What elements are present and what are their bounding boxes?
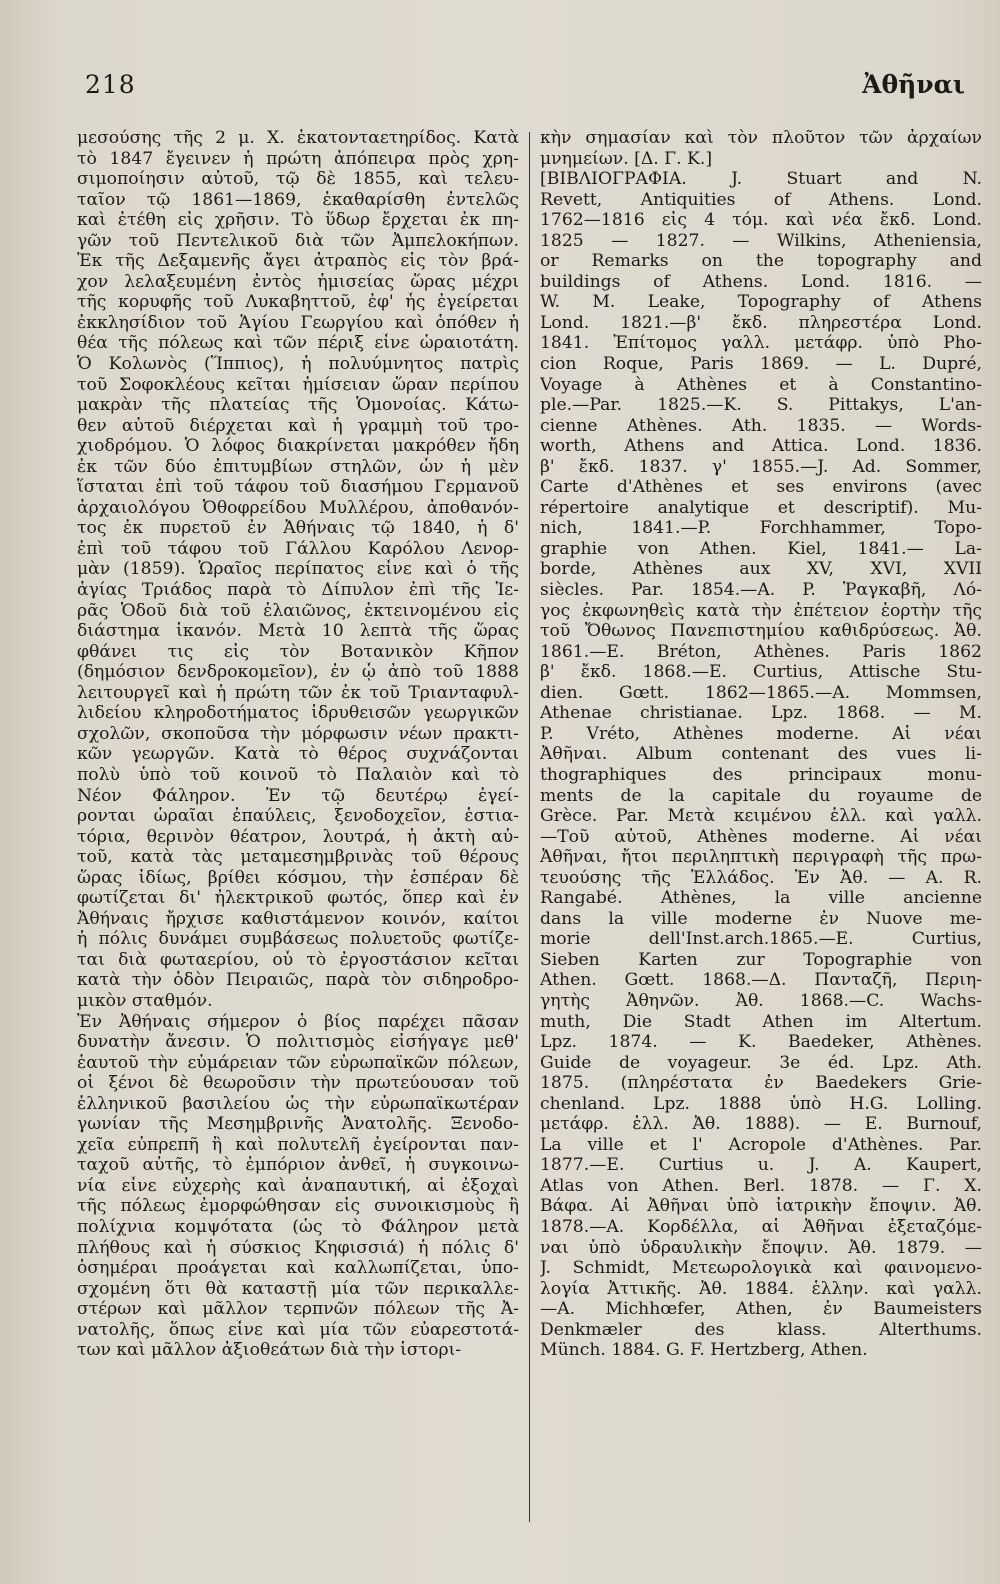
text-line: morie dell'Inst.arch.1865.—E. Curtius, xyxy=(540,929,982,950)
page-header xyxy=(85,70,965,110)
text-line: Carte d'Athènes et ses environs (avec xyxy=(540,477,982,498)
text-line: τόρια, θερινὸν θέατρον, λουτρά, ἡ ἀκτὴ αὐ- xyxy=(77,826,519,847)
text-line: ται διὰ φωταερίου, οὗ τὸ ἐργοστάσιον κεῖται xyxy=(77,949,519,970)
text-line: Athen. Gœtt. 1868.—Δ. Πανταζῆ, Περιη- xyxy=(540,970,982,991)
text-line: La ville et l' Acropole d'Athènes. Par. xyxy=(540,1134,982,1155)
text-line: κῶν γεωργῶν. Κατὰ τὸ θέρος συχνάζονται xyxy=(77,744,519,765)
text-line: λογία Ἀττικῆς. Ἀθ. 1884. ἑλλην. καὶ γαλλ. xyxy=(540,1278,982,1299)
text-line: μακρὰν τῆς πλατείας τῆς Ὁμονοίας. Κάτω- xyxy=(77,395,519,416)
text-line: 1875. (πληρέστατα ἐν Baedekers Grie- xyxy=(540,1073,982,1094)
text-line: μεσούσης τῆς 2 μ. Χ. ἑκατονταετηρίδος. Κατὰ xyxy=(77,128,519,148)
text-line: Revett, Antiquities of Athens. Lond. xyxy=(540,189,982,210)
text-line: β' ἔκδ. 1837. γ' 1855.—J. Ad. Sommer, xyxy=(540,456,982,477)
text-line: σιμοποίησιν αὐτοῦ, τῷ δὲ 1855, καὶ τελευ- xyxy=(77,169,519,190)
text-line: ὁσημέραι προάγεται καὶ καλλωπίζεται, ὑπο- xyxy=(77,1258,519,1279)
text-line: dans la ville moderne ἐν Nuove me- xyxy=(540,908,982,929)
page-number: 218 xyxy=(85,70,136,99)
text-line: ments de la capitale du royaume de xyxy=(540,785,982,806)
text-line: νατολῆς, ὅπως εἶνε καὶ μία τῶν εὐαρεστοτά- xyxy=(77,1319,519,1340)
text-line: W. M. Leake, Topography of Athens xyxy=(540,292,982,313)
text-line: 1841. Ἐπίτομος γαλλ. μετάφρ. ὑπὸ Pho- xyxy=(540,333,982,354)
text-line: τοῦ Ὄθωνος Πανεπιστημίου καθιδρύσεως. Ἀθ. xyxy=(540,621,982,642)
text-line: siècles. Par. 1854.—A. P. Ῥαγκαβῆ, Λό- xyxy=(540,580,982,601)
text-line: or Remarks on the topography and xyxy=(540,251,982,272)
text-line: borde, Athènes aux XV, XVI, XVII xyxy=(540,559,982,580)
text-line: β' ἔκδ. 1868.—E. Curtius, Attische Stu- xyxy=(540,662,982,683)
text-line: J. Schmidt, Μετεωρολογικὰ καὶ φαινομενο- xyxy=(540,1258,982,1279)
text-line: χον λελαξευμένη ἐντὸς ἡμισείας ὥρας μέχρι xyxy=(77,271,519,292)
text-line: ἵσταται ἐπὶ τοῦ τάφου τοῦ διασήμου Γερμανοῦ xyxy=(77,477,519,498)
text-line: worth, Athens and Attica. Lond. 1836. xyxy=(540,436,982,457)
text-line: buildings of Athens. Lond. 1816. — xyxy=(540,271,982,292)
text-line: οἱ ξένοι δὲ θεωροῦσιν τὴν πρωτεύουσαν τοῦ xyxy=(77,1073,519,1094)
text-line: μετάφρ. ἑλλ. Ἀθ. 1888). — E. Burnouf, xyxy=(540,1114,982,1135)
text-line: ἐκ τῶν δύο ἐπιτυμβίων στηλῶν, ὧν ἡ μὲν xyxy=(77,456,519,477)
text-line: Grèce. Par. Μετὰ κειμένου ἑλλ. καὶ γαλλ. xyxy=(540,806,982,827)
text-line: 1878.—Α. Κορδέλλα, αἱ Ἀθῆναι ἐξεταζόμε- xyxy=(540,1216,982,1237)
text-line: καὶ ἐτέθη εἰς χρῆσιν. Τὸ ὕδωρ ἔρχεται ἐκ πη- xyxy=(77,210,519,231)
text-line: 1877.—E. Curtius u. J. A. Kaupert, xyxy=(540,1155,982,1176)
text-line: σχολῶν, σκοποῦσα τὴν μόρφωσιν νέων πρακτι- xyxy=(77,723,519,744)
text-line: ἁγίας Τριάδος παρὰ τὸ Δίπυλον ἐπὶ τῆς Ἱε- xyxy=(77,580,519,601)
text-line: Lpz. 1874. — K. Baedeker, Athènes. xyxy=(540,1032,982,1053)
text-line: γῶν τοῦ Πεντελικοῦ διὰ τῶν Ἀμπελοκήπων. xyxy=(77,230,519,251)
text-line: Münch. 1884. G. F. Hertzberg, Athen. xyxy=(540,1340,868,1361)
text-line: τος ἐκ πυρετοῦ ἐν Ἀθήναις τῷ 1840, ἡ δ' xyxy=(77,518,519,539)
text-line: ἡ πόλις δυνάμει συμβάσεως πολυετοῦς φωτίζε- xyxy=(77,929,519,950)
text-line: πλήθους καὶ ἡ σύσκιος Κηφισσιά) ἡ πόλις δ' xyxy=(77,1237,519,1258)
text-line: ἐκκλησίδιον τοῦ Ἁγίου Γεωργίου καὶ ὁπόθεν ἡ xyxy=(77,312,519,333)
text-line: graphie von Athen. Kiel, 1841.— La- xyxy=(540,538,982,559)
text-line: dien. Gœtt. 1862—1865.—A. Mommsen, xyxy=(540,682,982,703)
text-line: φωτίζεται δι' ἠλεκτρικοῦ φωτός, ὅπερ καὶ ἐν xyxy=(77,888,519,909)
text-line: σχομένη ὅτι θὰ καταστῇ μία τῶν περικαλλε- xyxy=(77,1278,519,1299)
text-line: ἐπὶ τοῦ τάφου τοῦ Γάλλου Καρόλου Λενορ- xyxy=(77,538,519,559)
text-line: Ἐν Ἀθήναις σήμερον ὁ βίος παρέχει πᾶσαν xyxy=(77,1011,519,1032)
text-line: Ἀθήναις ἤρχισε καθιστάμενον κοινόν, καίτοι xyxy=(77,908,519,929)
text-line: πολὺ ὑπὸ τοῦ κοινοῦ τὸ Παλαιὸν καὶ τὸ xyxy=(77,764,519,785)
text-columns xyxy=(77,128,982,1568)
text-line: νία εἶνε εὐχερὴς καὶ ἀναπαυτική, αἱ ἐξοχαὶ xyxy=(77,1175,519,1196)
text-line: θεν αὐτοῦ διέρχεται καὶ ἡ γραμμὴ τοῦ τρο- xyxy=(77,415,519,436)
text-line: Atlas von Athen. Berl. 1878. — Γ. Χ. xyxy=(540,1175,982,1196)
text-line: τοῦ Σοφοκλέους κεῖται ἡμίσειαν ὥραν περίπου xyxy=(77,374,519,395)
text-line: muth, Die Stadt Athen im Altertum. xyxy=(540,1011,982,1032)
text-line: Νέον Φάληρον. Ἐν τῷ δευτέρῳ ἐγεί- xyxy=(77,785,519,806)
text-line: τῆς πόλεως ἐμορφώθησαν εἰς συνοικισμοὺς ἢ xyxy=(77,1196,519,1217)
text-line: 1825 — 1827. — Wilkins, Atheniensia, xyxy=(540,230,982,251)
text-line: τῆς κορυφῆς τοῦ Λυκαβηττοῦ, ἐφ' ἧς ἐγείρεται xyxy=(77,292,519,313)
text-line: τὸ 1847 ἔγεινεν ἡ πρώτη ἀπόπειρα πρὸς χρη- xyxy=(77,148,519,169)
text-line: —Τοῦ αὐτοῦ, Athènes moderne. Αἱ νέαι xyxy=(540,826,982,847)
text-line: ταῖον τῷ 1861—1869, ἐκαθαρίσθη ἐντελῶς xyxy=(77,189,519,210)
text-line: [ΒΙΒΛΙΟΓΡΑΦΙΑ. J. Stuart and N. xyxy=(540,169,982,190)
text-line: nich, 1841.—P. Forchhammer, Topo- xyxy=(540,518,982,539)
text-line: Rangabé. Athènes, la ville ancienne xyxy=(540,888,982,909)
text-line: δυνατὴν ἄνεσιν. Ὁ πολιτισμὸς εἰσήγαγε μεθ' xyxy=(77,1032,519,1053)
text-line: (δημόσιον δενδροκομεῖον), ἐν ᾧ ἀπὸ τοῦ 1888 xyxy=(77,662,519,683)
text-line: τοῦ, κατὰ τὰς μεταμεσημβρινὰς τοῦ θέρους xyxy=(77,847,519,868)
running-title: Ἀθῆναι xyxy=(862,70,965,99)
text-line: chenland. Lpz. 1888 ὑπὸ H.G. Lolling. xyxy=(540,1093,982,1114)
text-line: λειτουργεῖ καὶ ἡ πρώτη τῶν ἐκ τοῦ Τριανταφυλ- xyxy=(77,682,519,703)
text-line: ple.—Par. 1825.—K. S. Pittakys, L'an- xyxy=(540,395,982,416)
text-line: μὰν (1859). Ὡραῖος περίπατος εἶνε καὶ ὁ τῆς xyxy=(77,559,519,580)
text-line: répertoire analytique et descriptif). Mu- xyxy=(540,497,982,518)
text-line: ἑλληνικοῦ βασιλείου ὡς τὴν εὐρωπαϊκωτέραν xyxy=(77,1093,519,1114)
text-line: των καὶ μᾶλλον ἀξιοθεάτων διὰ τὴν ἱστορι- xyxy=(77,1340,462,1361)
text-line: Ἀθῆναι, ἤτοι περιληπτικὴ περιγραφὴ τῆς πρω- xyxy=(540,847,982,868)
right-column xyxy=(540,128,982,1361)
text-line: μικὸν σταθμόν. xyxy=(77,990,213,1011)
text-line: 1861.—E. Bréton, Athènes. Paris 1862 xyxy=(540,641,982,662)
text-line: γος ἐκφωνηθεὶς κατὰ τὴν ἐπέτειον ἑορτὴν τῆς xyxy=(540,600,982,621)
text-line: θέα τῆς πόλεως καὶ τῶν πέριξ εἶνε ὡραιοτάτη. xyxy=(77,333,519,354)
text-line: πολίχνια κομψότατα (ὡς τὸ Φάληρον μετὰ xyxy=(77,1216,519,1237)
text-line: thographiques des principaux monu- xyxy=(540,764,982,785)
text-line: Athenae christianae. Lpz. 1868. — M. xyxy=(540,703,982,724)
text-line: λιδείου κληροδοτήματος ἱδρυθεισῶν γεωργικῶν xyxy=(77,703,519,724)
text-line: χεῖα εὐπρεπῆ ἢ καὶ πολυτελῆ ἐγείρονται παν- xyxy=(77,1134,519,1155)
text-line: διάστημα ἱκανόν. Μετὰ 10 λεπτὰ τῆς ὥρας xyxy=(77,621,519,642)
text-line: ὥρας ἰδίως, βρίθει κόσμου, τὴν ἑσπέραν δὲ xyxy=(77,867,519,888)
text-line: γητὴς Ἀθηνῶν. Ἀθ. 1868.—C. Wachs- xyxy=(540,990,982,1011)
text-line: Voyage à Athènes et à Constantino- xyxy=(540,374,982,395)
text-line: Ὁ Κολωνὸς (Ἵππιος), ἡ πολυύμνητος πατρὶς xyxy=(77,354,519,375)
text-line: ἑαυτοῦ τὴν εὐμάρειαν τῶν εὐρωπαϊκῶν πόλεων, xyxy=(77,1052,519,1073)
text-line: ρονται ὡραῖαι ἐπαύλεις, ξενοδοχεῖον, ἑστια- xyxy=(77,806,519,827)
text-line: —A. Michhœfer, Athen, ἐν Baumeisters xyxy=(540,1299,982,1320)
text-line: Ἀθῆναι. Album contenant des vues li- xyxy=(540,744,982,765)
text-line: ταχοῦ αὐτῆς, τὸ ἐμπόριον ἀνθεῖ, ἡ συγκοινω- xyxy=(77,1155,519,1176)
text-line: κὴν σημασίαν καὶ τὸν πλοῦτον τῶν ἀρχαίων xyxy=(540,128,982,148)
text-line: κατὰ τὴν ὁδὸν Πειραιῶς, παρὰ τὸν σιδηροδρο- xyxy=(77,970,519,991)
text-line: Ἐκ τῆς Δεξαμενῆς ἄγει ἀτραπὸς εἰς τὸν βρά- xyxy=(77,251,519,272)
text-line: P. Vréto, Athènes moderne. Αἱ νέαι xyxy=(540,723,982,744)
text-line: φθάνει τις εἰς τὸν Βοτανικὸν Κῆπον xyxy=(77,641,519,662)
text-line: 1762—1816 εἰς 4 τόμ. καὶ νέα ἔκδ. Lond. xyxy=(540,210,982,231)
text-line: ναι ὑπὸ ὑδραυλικὴν ἔποψιν. Ἀθ. 1879. — xyxy=(540,1237,982,1258)
text-line: χιοδρόμου. Ὁ λόφος διακρίνεται μακρόθεν ἤδη xyxy=(77,436,519,457)
text-line: μνημείων. [Δ. Γ. Κ.] xyxy=(540,148,713,169)
text-line: Βάφα. Αἱ Ἀθῆναι ὑπὸ ἰατρικὴν ἔποψιν. Ἀθ. xyxy=(540,1196,982,1217)
text-line: Denkmæler des klass. Alterthums. xyxy=(540,1319,982,1340)
text-line: Sieben Karten zur Topographie von xyxy=(540,949,982,970)
text-line: στέρων καὶ μᾶλλον τερπνῶν πόλεων τῆς Ἀ- xyxy=(77,1299,519,1320)
text-line: Lond. 1821.—β' ἔκδ. πληρεστέρα Lond. xyxy=(540,312,982,333)
text-line: Guide de voyageur. 3e éd. Lpz. Ath. xyxy=(540,1052,982,1073)
text-line: ἀρχαιολόγου Ὀθοφρείδου Μυλλέρου, ἀποθανόν- xyxy=(77,497,519,518)
left-column xyxy=(77,128,519,1361)
text-line: cienne Athènes. Ath. 1835. — Words- xyxy=(540,415,982,436)
text-line: cion Roque, Paris 1869. — L. Dupré, xyxy=(540,354,982,375)
text-line: γωνίαν τῆς Μεσημβρινῆς Ἀνατολῆς. Ξενοδο- xyxy=(77,1114,519,1135)
column-divider xyxy=(529,132,530,1522)
text-line: ρᾶς Ὁδοῦ διὰ τοῦ ἐλαιῶνος, ἐκτεινομένου εἰς xyxy=(77,600,519,621)
text-line: τευούσης τῆς Ἑλλάδος. Ἐν Ἀθ. — A. R. xyxy=(540,867,982,888)
